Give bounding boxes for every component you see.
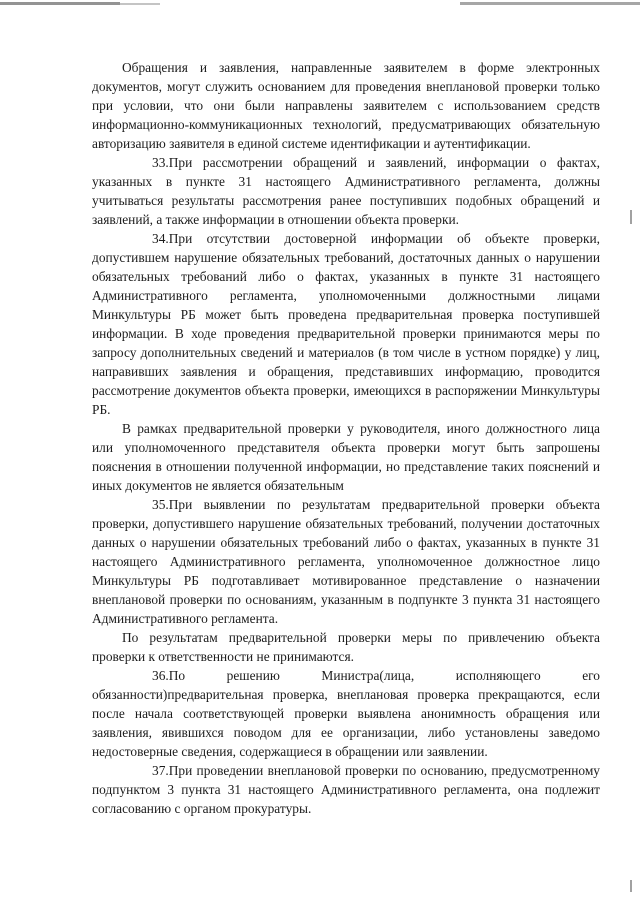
document-page [92,58,600,818]
paragraph-text: При проведении внеплановой проверки по основанию, предусмотренному подпунктом 3 пункта 31 настоящего Административного регламента, она подлежит согласованию с органом прокуратуры. [92,763,600,816]
paragraph-34 [92,229,600,419]
paragraph-electronic-documents [92,58,600,153]
paragraph-text: По результатам предварительной проверки меры по привлечению объекта проверки к ответственности не принимаются. [92,630,600,664]
paragraph-preliminary-check [92,419,600,495]
scan-mark [630,210,632,224]
scan-edge-mid [120,3,160,5]
paragraph-text: В рамках предварительной проверки у руководителя, иного должностного лица или уполномоченного представителя объекта проверки могут быть запрошены пояснения в отношении полученной информации, но представление таких пояснений и иных документов не является обязательным [92,421,600,493]
paragraph-text: При рассмотрении обращений и заявлений, информации о фактах, указанных в пункте 31 настоящего Административного регламента, должны учитываться результаты рассмотрения ранее поступивших подобных обращений и заявлений, а также информации в отношении объекта проверки. [92,155,600,227]
scan-edge-left [0,2,120,5]
paragraph-text: При выявлении по результатам предварительной проверки объекта проверки, допустившего нарушение обязательных требований, получении достаточных данных о нарушении обязательных требований либо о фактах, указанных в пункте 31 настоящего Административного регламента, уполномоченное должностное лицо Минкультуры РБ подготавливает мотивированное представление о назначении внеплановой проверки по основаниям, указанным в подпункте 3 пункта 31 настоящего Административного регламента. [92,497,600,626]
paragraph-36 [92,666,600,761]
paragraph-text: Обращения и заявления, направленные заявителем в форме электронных документов, могут служить основанием для проведения внеплановой проверки только при условии, что они были направлены заявителем с использованием средств информационно-коммуникационных технологий, предусматривающих обязательную авторизацию заявителя в единой системе идентификации и аутентификации. [92,60,600,151]
paragraph-number: 37. [152,763,169,778]
scan-mark [630,880,632,892]
paragraph-35 [92,495,600,628]
scan-edge-right [460,2,640,5]
paragraph-number: 34. [152,231,169,246]
paragraph-37 [92,761,600,818]
paragraph-no-liability [92,628,600,666]
paragraph-text: При отсутствии достоверной информации об объекте проверки, допустившем нарушение обязательных требований, достаточных данных о нарушении обязательных требований либо о фактах, указанных в пункте 31 настоящего Административного регламента, уполномоченными должностными лицами Минкультуры РБ может быть проведена предварительная проверка поступившей информации. В ходе проведения предварительной проверки принимаются меры по запросу дополнительных сведений и материалов (в том числе в устном порядке) у лиц, направивших заявления и обращения, представивших информацию, проводится рассмотрение документов объекта проверки, имеющихся в распоряжении Минкультуры РБ. [92,231,600,417]
paragraph-number: 35. [152,497,169,512]
paragraph-number: 33. [152,155,169,170]
paragraph-33 [92,153,600,229]
paragraph-number: 36. [152,668,169,683]
paragraph-text: По решению Министра(лица, исполняющего его обязанности)предварительная проверка, внеплановая проверка прекращаются, если после начала соответствующей проверки выявлена анонимность обращения или заявления, явившихся поводом для ее организации, либо установлены заведомо недостоверные сведения, содержащиеся в обращении или заявлении. [92,668,600,759]
